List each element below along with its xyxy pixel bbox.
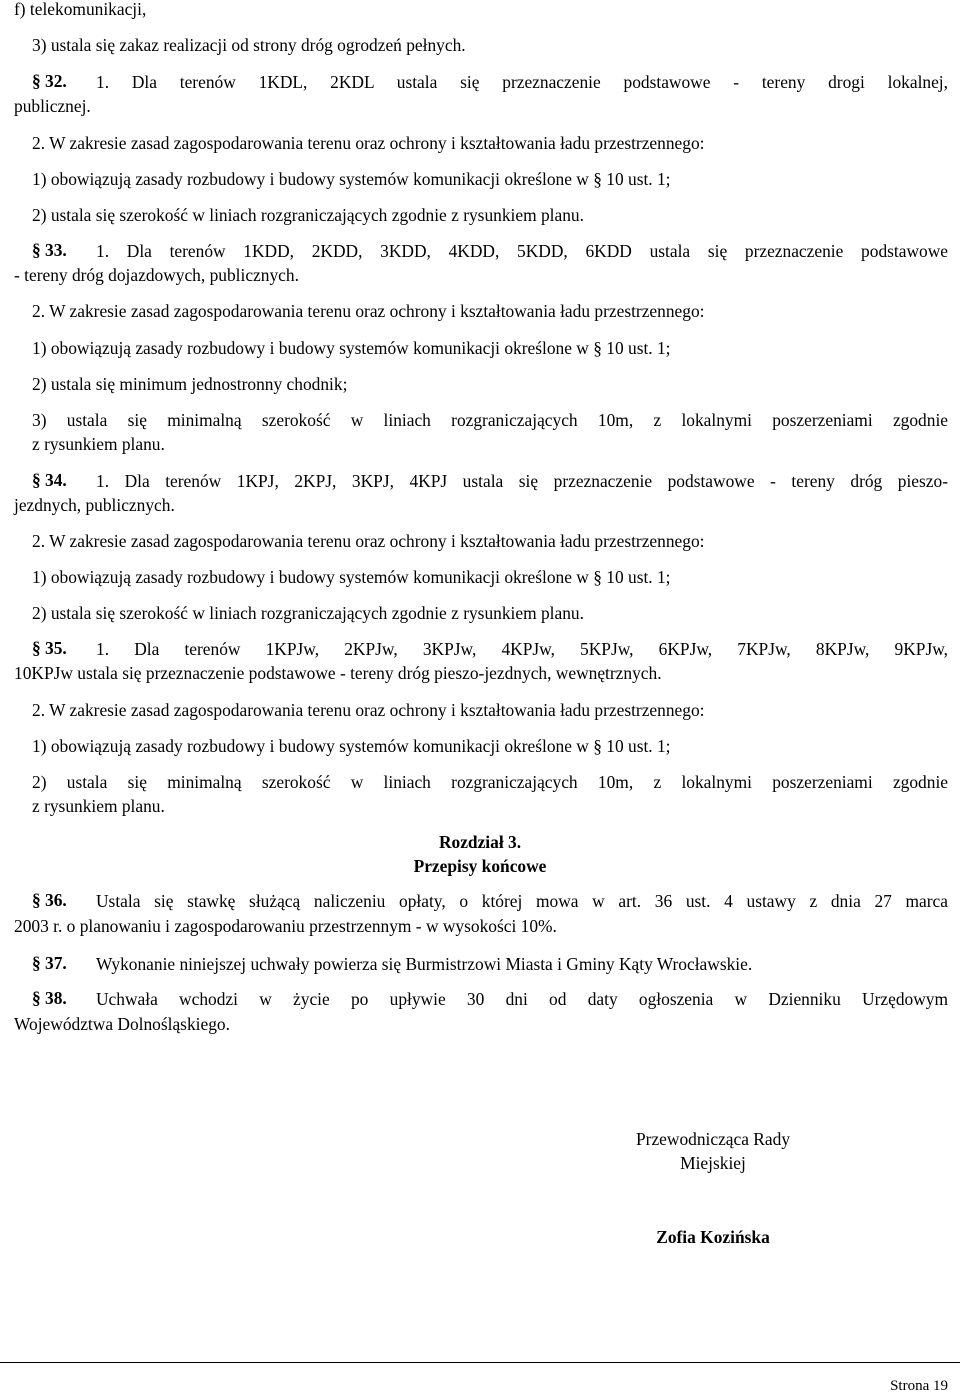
text-line: 1. Dla terenów 1KDL, 2KDL ustala się przeznaczenie podstawowe - tereny drogi lokalnej,	[96, 72, 948, 92]
paragraph-number: § 37.	[32, 953, 67, 973]
text-line: 1) obowiązują zasady rozbudowy i budowy systemów komunikacji określone w § 10 ust. 1;	[32, 169, 671, 189]
signature-role: Przewodnicząca Rady	[635, 1129, 791, 1149]
text-line: 1) obowiązują zasady rozbudowy i budowy systemów komunikacji określone w § 10 ust. 1;	[32, 567, 671, 587]
text-line: 2. W zakresie zasad zagospodarowania terenu oraz ochrony i kształtowania ładu przestrzennego:	[32, 531, 705, 551]
text-line: 1. Dla terenów 1KPJw, 2KPJw, 3KPJw, 4KPJw, 5KPJw, 6KPJw, 7KPJw, 8KPJw, 9KPJw,	[96, 639, 948, 659]
chapter-title: Przepisy końcowe	[413, 856, 547, 876]
text-line: Województwa Dolnośląskiego.	[14, 1014, 230, 1034]
paragraph-number: § 38.	[32, 988, 67, 1008]
signature-name: Zofia Kozińska	[656, 1227, 770, 1247]
signature-role: Miejskiej	[680, 1153, 746, 1173]
footer-divider	[0, 1362, 960, 1363]
text-line: 1. Dla terenów 1KPJ, 2KPJ, 3KPJ, 4KPJ ustala się przeznaczenie podstawowe - tereny dróg pieszo-	[96, 471, 948, 491]
text-line: jezdnych, publicznych.	[14, 495, 175, 515]
text-line: 2) ustala się szerokość w liniach rozgraniczających zgodnie z rysunkiem planu.	[32, 603, 584, 623]
text-line: 10KPJw ustala się przeznaczenie podstawowe - tereny dróg pieszo-jezdnych, wewnętrznych.	[14, 663, 662, 683]
paragraph-number: § 32.	[32, 71, 67, 91]
paragraph-number: § 34.	[32, 470, 67, 490]
text-line: 1. Dla terenów 1KDD, 2KDD, 3KDD, 4KDD, 5KDD, 6KDD ustala się przeznaczenie podstawowe	[96, 241, 948, 261]
text-line: 2003 r. o planowaniu i zagospodarowaniu przestrzennym - w wysokości 10%.	[14, 916, 557, 936]
text-line: 3) ustala się minimalną szerokość w liniach rozgraniczających 10m, z lokalnymi poszerzeniami zgodnie	[32, 410, 948, 430]
text-line: 1) obowiązują zasady rozbudowy i budowy systemów komunikacji określone w § 10 ust. 1;	[32, 736, 671, 756]
text-line: 2. W zakresie zasad zagospodarowania terenu oraz ochrony i kształtowania ładu przestrzennego:	[32, 301, 705, 321]
paragraph-number: § 33.	[32, 240, 67, 260]
text-line: z rysunkiem planu.	[32, 796, 165, 816]
text-line: 2) ustala się minimum jednostronny chodnik;	[32, 374, 348, 394]
text-line: 2) ustala się szerokość w liniach rozgraniczających zgodnie z rysunkiem planu.	[32, 205, 584, 225]
text-line: publicznej.	[14, 96, 91, 116]
text-line: 2) ustala się minimalną szerokość w liniach rozgraniczających 10m, z lokalnymi poszerzeniami zgodnie	[32, 772, 948, 792]
chapter-number: Rozdział 3.	[438, 832, 522, 852]
page-number: Strona 19	[890, 1378, 948, 1394]
text-line: 2. W zakresie zasad zagospodarowania terenu oraz ochrony i kształtowania ładu przestrzennego:	[32, 133, 705, 153]
text-line: f) telekomunikacji,	[14, 0, 147, 19]
text-line: Wykonanie niniejszej uchwały powierza się Burmistrzowi Miasta i Gminy Kąty Wrocławskie.	[96, 954, 753, 974]
paragraph-number: § 36.	[32, 890, 67, 910]
text-line: z rysunkiem planu.	[32, 434, 165, 454]
text-line: 3) ustala się zakaz realizacji od strony dróg ogrodzeń pełnych.	[32, 35, 466, 55]
paragraph-number: § 35.	[32, 638, 67, 658]
text-line: Ustala się stawkę służącą naliczeniu opłaty, o której mowa w art. 36 ust. 4 ustawy z dnia 27 marca	[96, 891, 948, 911]
text-line: - tereny dróg dojazdowych, publicznych.	[14, 265, 299, 285]
text-line: 2. W zakresie zasad zagospodarowania terenu oraz ochrony i kształtowania ładu przestrzennego:	[32, 700, 705, 720]
text-line: 1) obowiązują zasady rozbudowy i budowy systemów komunikacji określone w § 10 ust. 1;	[32, 338, 671, 358]
text-line: Uchwała wchodzi w życie po upływie 30 dni od daty ogłoszenia w Dzienniku Urzędowym	[96, 989, 948, 1009]
